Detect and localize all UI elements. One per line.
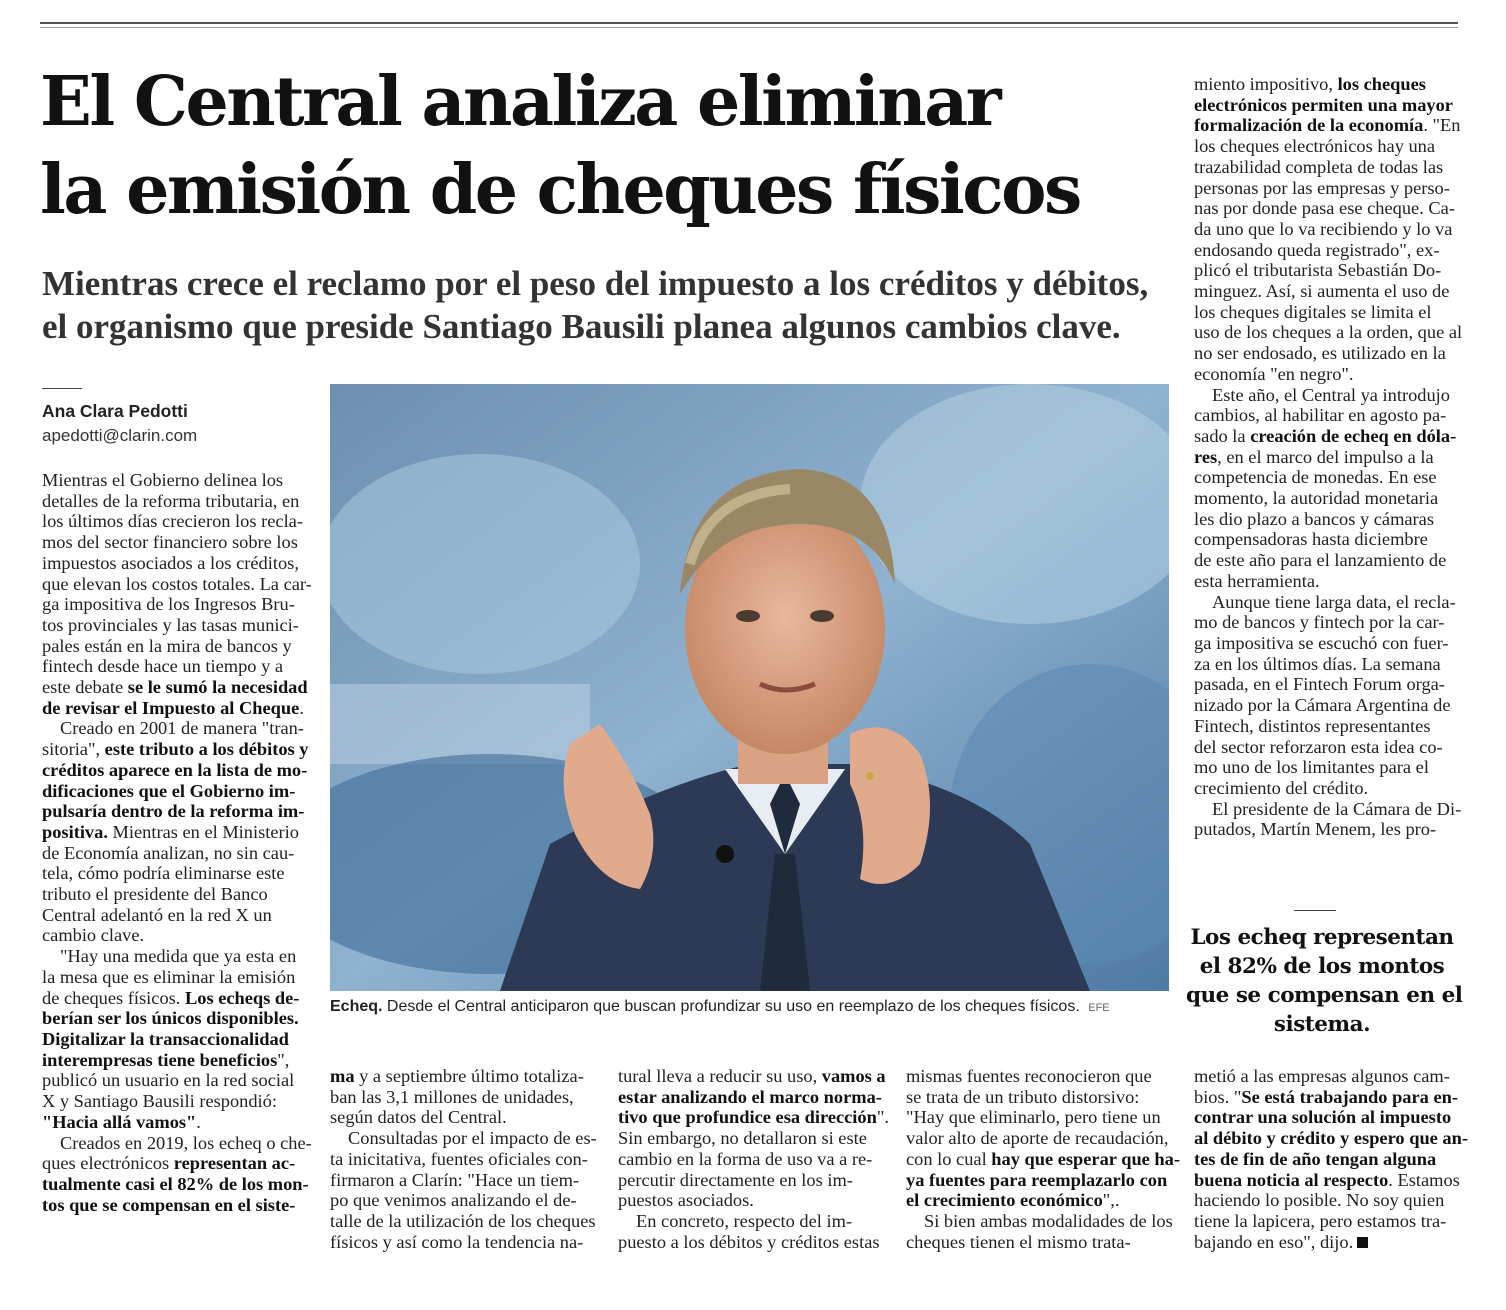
text-line: detalles de la reforma tributaria, en: [42, 490, 300, 511]
bold-text: tos que se compensan en el siste-: [42, 1194, 296, 1215]
text-line: percutir directamente en los im-: [618, 1169, 853, 1190]
headline: [40, 58, 1180, 234]
text-line: ga impositiva se escuchó con fuer-: [1194, 632, 1449, 653]
text-line: [1194, 1170, 1459, 1191]
bold-text: interempresas tiene beneficios: [42, 1049, 278, 1070]
text-line: Central adelantó en la red X un: [42, 904, 272, 925]
photo-credit: EFE: [1088, 1002, 1110, 1014]
text-line: del sector reforzaron esta idea co-: [1194, 736, 1443, 757]
text-line: Creado en 2001 de manera "tran-: [60, 718, 304, 739]
text-line: valor alto de aporte de recaudación,: [906, 1128, 1169, 1149]
text-line: minguez. Así, si aumenta el uso de: [1194, 281, 1450, 302]
bold-text: tes de fin de año tengan alguna: [1194, 1148, 1437, 1169]
text-line: [618, 1087, 883, 1108]
bold-text: de revisar el Impuesto al Cheque: [42, 697, 300, 718]
text-line: [42, 677, 310, 698]
bold-text: res: [1194, 446, 1218, 467]
text-line: [330, 1066, 590, 1087]
paragraph: [42, 946, 310, 967]
text-line: economía "en negro".: [1194, 363, 1354, 384]
text-line: X y Santiago Bausili respondió:: [42, 1091, 277, 1112]
text-line: fintech desde hace un tiempo y a: [42, 656, 284, 677]
text-fragment: bajando en eso", dijo.: [1194, 1231, 1354, 1252]
paragraph-cont: [42, 739, 310, 946]
bold-text: Se está trabajando para en-: [1241, 1086, 1458, 1107]
text-line: Creados en 2019, los echeq o che-: [60, 1132, 312, 1153]
text-line: [1194, 1149, 1459, 1170]
text-fragment: este debate: [42, 677, 128, 698]
text-line: [42, 760, 310, 781]
text-line: pales están en la mira de bancos y: [42, 635, 292, 656]
text-line: cheques tienen el mismo trata-: [906, 1231, 1131, 1252]
text-line: Consultadas por el impacto de es-: [348, 1128, 597, 1149]
text-line: según datos del Central.: [330, 1107, 507, 1128]
text-fragment: sado la: [1194, 425, 1251, 446]
bold-text: ma: [330, 1066, 355, 1086]
text-line: que elevan los costos totales. La car-: [42, 573, 312, 594]
text-line: za en los últimos días. La semana: [1194, 653, 1441, 674]
end-of-article-square-icon: [1357, 1237, 1368, 1248]
bold-text: dificaciones que el Gobierno im-: [42, 780, 296, 801]
text-line: [906, 1148, 1180, 1170]
bold-text: este tributo a los débitos y: [104, 739, 309, 760]
column-2: [330, 1066, 597, 1252]
bold-text: contrar una solución al impuesto: [1194, 1107, 1452, 1128]
text-line: [42, 1153, 310, 1174]
caption-text: Desde el Central anticiparon que buscan profundizar su uso en reemplazo de los cheques físicos.: [386, 998, 1080, 1015]
text-line: impuestos asociados a los créditos,: [42, 552, 299, 573]
text-line: [618, 1066, 886, 1087]
text-line: esta herramienta.: [1194, 570, 1320, 591]
paragraph-cont: [42, 967, 310, 1133]
text-line: se trata de un tributo distorsivo:: [906, 1086, 1140, 1107]
bold-text: hay que esperar que ha-: [991, 1148, 1180, 1169]
bold-text: se le sumó la necesidad: [127, 677, 308, 698]
photo-caption: [330, 998, 1170, 1016]
text-line: metió a las empresas algunos cam-: [1194, 1066, 1450, 1086]
bold-text: ya fuentes para reemplazarlo con: [906, 1169, 1168, 1190]
text-line: crecimiento del crédito.: [1194, 777, 1369, 798]
text-line: Aunque tiene larga data, el recla-: [1212, 591, 1456, 612]
text-fragment: Mientras en el Ministerio: [107, 821, 299, 842]
text-line: [1194, 1232, 1459, 1253]
text-line: da uno que lo va recibiendo y lo va: [1194, 218, 1453, 239]
bold-text: tivo que profundice esa dirección: [618, 1107, 877, 1128]
text-fragment: tural lleva a reducir su uso,: [618, 1066, 822, 1086]
pull-quote-line: sistema.: [1273, 1012, 1371, 1037]
text-line: personas por las empresas y perso-: [1194, 177, 1450, 198]
text-line: [42, 1195, 310, 1216]
text-line: competencia de monedas. En ese: [1194, 467, 1437, 488]
text-line: puestos asociados.: [618, 1190, 754, 1211]
headline-line-1: El Central analiza eliminar: [40, 62, 1000, 142]
bold-text: créditos aparece en la lista de mo-: [42, 759, 308, 780]
paragraph: [42, 1133, 310, 1154]
text-line: [906, 1190, 1171, 1211]
caption-label: Echeq.: [330, 998, 383, 1015]
text-line: tributo el presidente del Banco: [42, 884, 268, 905]
bold-text: representan ac-: [173, 1153, 296, 1174]
text-fragment: . Estamos: [1388, 1169, 1460, 1190]
bold-text: electrónicos permiten una mayor: [1194, 94, 1453, 115]
text-line: [42, 739, 310, 760]
text-fragment: , en el marco del impulso a la: [1217, 446, 1434, 467]
text-fragment: . "En: [1423, 115, 1461, 136]
text-line: [1194, 115, 1459, 136]
text-line: les dio plazo a bancos y cámaras: [1194, 508, 1435, 529]
text-line: cambios, al habilitar en agosto pa-: [1194, 405, 1447, 426]
text-line: [42, 781, 310, 802]
bold-text: tualmente casi el 82% de los mon-: [42, 1173, 309, 1194]
text-line: [1194, 1128, 1468, 1149]
deck-line-1: Mientras crece el reclamo por el peso del impuesto a los créditos y débitos,: [42, 264, 1149, 303]
text-line: [1194, 426, 1459, 447]
text-line: compensadoras hasta diciembre: [1194, 529, 1428, 550]
text-line: [42, 988, 310, 1009]
top-rule-thin: [40, 27, 1458, 28]
text-line: mo de bancos y fintech por la car-: [1194, 612, 1445, 633]
text-line: [42, 1174, 310, 1195]
byline-email[interactable]: apedotti@clarin.com: [42, 426, 198, 445]
text-line: pasada, en el Fintech Forum orga-: [1194, 674, 1445, 695]
text-line: [42, 801, 310, 822]
text-fragment: bios. ": [1194, 1086, 1242, 1107]
headline-line-2: la emisión de cheques físicos: [40, 150, 1080, 230]
text-line: Este año, el Central ya introdujo: [1212, 384, 1450, 405]
column-5-bottom: [1194, 1066, 1468, 1252]
paragraph: [42, 718, 310, 739]
text-fragment: ".: [876, 1107, 889, 1128]
text-line: [1194, 1107, 1459, 1128]
text-line: Si bien ambas modalidades de los: [924, 1210, 1173, 1231]
bold-text: los cheques: [1337, 74, 1426, 94]
bold-text: al débito y crédito y espero que an-: [1194, 1128, 1468, 1149]
text-line: [1194, 447, 1459, 468]
byline-author: Ana Clara Pedotti: [42, 401, 188, 421]
text-line: ga impositiva de los Ingresos Bru-: [42, 594, 295, 615]
text-line: ban las 3,1 millones de unidades,: [330, 1086, 574, 1107]
bold-text: creación de echeq en dóla-: [1250, 425, 1457, 446]
bold-text: "Hacia allá vamos": [42, 1111, 197, 1132]
text-fragment: ",.: [1102, 1190, 1120, 1211]
photo-illustration: [330, 384, 1169, 991]
text-line: haciendo lo posible. No soy quien: [1194, 1190, 1445, 1211]
bold-text: Digitalizar la transaccionalidad: [42, 1028, 289, 1049]
text-line: físicos y así como la tendencia na-: [330, 1231, 584, 1252]
text-line: la mesa que es eliminar la emisión: [42, 966, 296, 987]
text-line: mos del sector financiero sobre los: [42, 532, 298, 553]
text-line: cambio clave.: [42, 925, 145, 946]
text-line: de revisar el Impuesto al Cheque.: [42, 697, 304, 718]
text-line: publicó un usuario en la red social: [42, 1070, 295, 1091]
pull-quote-rule: [1294, 910, 1336, 911]
text-line: mo uno de los limitantes para el: [1194, 757, 1429, 778]
text-line: los cheques digitales se limita el: [1194, 301, 1432, 322]
photo-bausili: [330, 384, 1169, 991]
text-line: los últimos días crecieron los recla-: [42, 511, 303, 532]
text-line: po que venimos analizando el de-: [330, 1190, 577, 1211]
text-line: ta inicitativa, fuentes oficiales con-: [330, 1148, 588, 1169]
text-line: firmaron a Clarín: "Hace un tiem-: [330, 1169, 580, 1190]
pull-quote: [1186, 923, 1463, 1039]
text-line: Fintech, distintos representantes: [1194, 715, 1431, 736]
text-line: de Economía analizan, no sin cau-: [42, 842, 295, 863]
byline-rule: [42, 388, 82, 389]
text-line: nas por donde pasa ese cheque. Ca-: [1194, 198, 1455, 219]
text-line: no ser endosado, es utilizado en la: [1194, 343, 1446, 364]
paragraph: [42, 470, 310, 718]
text-line: trazabilidad completa de todas las: [1194, 156, 1444, 177]
top-rule: [40, 22, 1458, 24]
text-line: [1194, 74, 1459, 95]
paragraph-cont: [42, 1153, 310, 1215]
bold-text: vamos a: [821, 1066, 886, 1086]
text-line: tos provinciales y las tasas munici-: [42, 614, 299, 635]
text-line: puesto a los débitos y créditos estas: [618, 1231, 880, 1252]
text-line: Sin embargo, no detallaron si este: [618, 1128, 867, 1149]
text-fragment: ques electrónicos: [42, 1153, 174, 1174]
column-4: [906, 1066, 1180, 1252]
column-3: [618, 1066, 889, 1252]
text-line: [42, 1029, 310, 1050]
bold-text: positiva.: [42, 821, 108, 842]
text-line: [906, 1170, 1171, 1191]
text-line: uso de los cheques a la orden, que al: [1194, 322, 1463, 343]
text-line: "Hay que eliminarlo, pero tiene un: [906, 1107, 1161, 1128]
text-line: endosando queda registrado", ex-: [1194, 239, 1440, 260]
text-line: tela, cómo podría eliminarse este: [42, 863, 285, 884]
column-1: [42, 470, 310, 1215]
text-fragment: con lo cual: [906, 1148, 992, 1169]
pull-quote-line: Los echeq representan: [1190, 925, 1454, 950]
text-fragment: y a septiembre último totaliza-: [354, 1066, 584, 1086]
column-5-top: [1194, 74, 1463, 840]
text-line: "Hacia allá vamos".: [42, 1111, 201, 1132]
pull-quote-line: el 82% de los montos: [1199, 954, 1445, 979]
deck-line-2: el organismo que preside Santiago Bausili planea algunos cambios clave.: [42, 307, 1121, 346]
text-line: mismas fuentes reconocieron que: [906, 1066, 1152, 1086]
deck: [42, 262, 1162, 348]
text-line: putados, Martín Menem, les pro-: [1194, 819, 1437, 840]
text-line: talle de la utilización de los cheques: [330, 1210, 596, 1231]
text-line: [42, 822, 310, 843]
bold-text: Los echeqs de-: [185, 987, 300, 1008]
text-line: "Hay una medida que ya esta en: [60, 946, 297, 967]
text-line: momento, la autoridad monetaria: [1194, 488, 1439, 509]
pull-quote-line: que se compensan en el: [1186, 983, 1463, 1008]
text-line: tiene la lapicera, pero estamos tra-: [1194, 1210, 1447, 1231]
text-fragment: ",: [277, 1049, 290, 1070]
text-line: de este año para el lanzamiento de: [1194, 550, 1447, 571]
text-line: El presidente de la Cámara de Di-: [1212, 798, 1462, 819]
text-line: En concreto, respecto del im-: [636, 1210, 853, 1231]
text-line: cambio en la forma de uso va a re-: [618, 1148, 873, 1169]
bold-text: estar analizando el marco norma-: [618, 1086, 882, 1107]
bold-text: pulsaría dentro de la reforma im-: [42, 801, 305, 822]
bold-text: el crecimiento económico: [906, 1190, 1103, 1211]
text-line: Mientras el Gobierno delinea los: [42, 470, 284, 490]
text-line: [1194, 1087, 1459, 1108]
text-fragment: de cheques físicos.: [42, 987, 185, 1008]
text-line: plicó el tributarista Sebastián Do-: [1194, 260, 1442, 281]
text-line: [42, 1008, 310, 1029]
text-line: [42, 1050, 310, 1071]
text-line: [618, 1107, 889, 1128]
text-line: los cheques electrónicos hay una: [1194, 136, 1436, 157]
text-line: [1194, 95, 1459, 116]
bold-text: berían ser los únicos disponibles.: [42, 1008, 299, 1029]
text-fragment: miento impositivo,: [1194, 74, 1338, 94]
text-fragment: sitoria",: [42, 739, 105, 760]
bold-text: buena noticia al respecto: [1194, 1169, 1389, 1190]
bold-text: formalización de la economía: [1194, 115, 1424, 136]
text-line: nizado por la Cámara Argentina de: [1194, 695, 1451, 716]
